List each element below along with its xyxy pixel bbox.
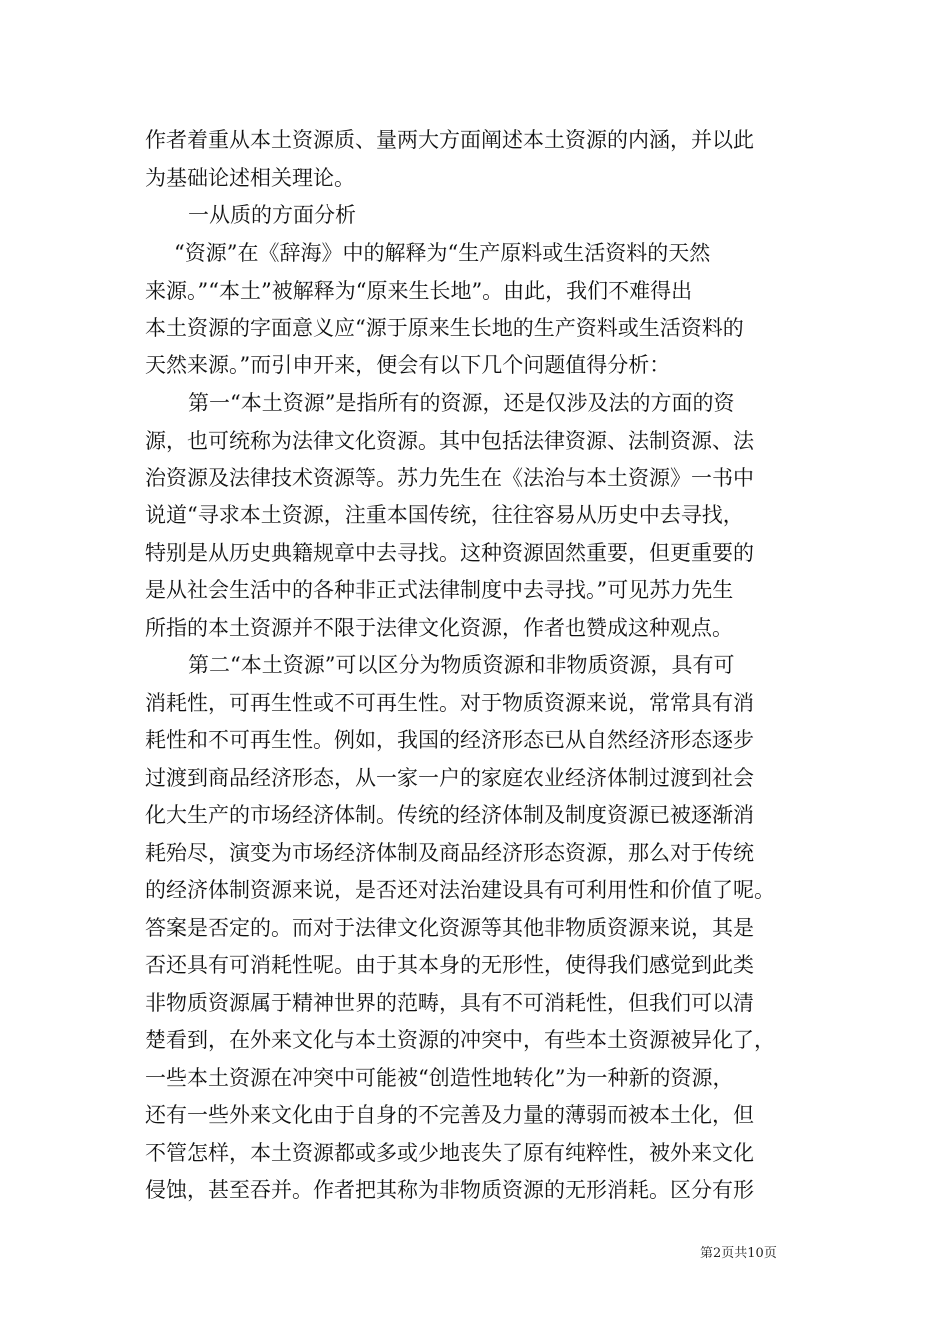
body-line: 来源。”“本土”被解释为“原来生长地”。由此，我们不难得出 (145, 279, 693, 303)
body-line: 为基础论述相关理论。 (145, 166, 355, 190)
body-line: 天然来源。”而引申开来，便会有以下几个问题值得分析： (145, 353, 671, 377)
body-line: 耗性和不可再生性。例如，我国的经济形态已从自然经济形态逐步 (145, 728, 754, 752)
body-line: 消耗性，可再生性或不可再生性。对于物质资源来说，常常具有消 (145, 691, 754, 715)
body-line: 的经济体制资源来说，是否还对法治建设具有可利用性和价值了呢。 (145, 878, 775, 902)
body-line: 是从社会生活中的各种非正式法律制度中去寻找。”可见苏力先生 (145, 578, 734, 602)
body-line: 耗殆尽，演变为市场经济体制及商品经济形态资源，那么对于传统 (145, 841, 754, 865)
body-line: 作者着重从本土资源质、量两大方面阐述本土资源的内涵，并以此 (145, 128, 754, 152)
body-line: 第二“本土资源”可以区分为物质资源和非物质资源，具有可 (188, 653, 735, 677)
section-heading: 一从质的方面分析 (188, 203, 356, 227)
body-line: 不管怎样，本土资源都或多或少地丧失了原有纯粹性，被外来文化 (145, 1141, 754, 1165)
body-line: 否还具有可消耗性呢。由于其本身的无形性，使得我们感觉到此类 (145, 953, 754, 977)
body-line: 楚看到，在外来文化与本土资源的冲突中，有些本土资源被异化了， (145, 1028, 775, 1052)
body-line: 说道“寻求本土资源，注重本国传统，往往容易从历史中去寻找， (145, 503, 744, 527)
body-line: 过渡到商品经济形态，从一家一户的家庭农业经济体制过渡到社会 (145, 766, 754, 790)
body-line: 本土资源的字面意义应“源于原来生长地的生产资料或生活资料的 (145, 316, 744, 340)
body-line: 一些本土资源在冲突中可能被“创造性地转化”为一种新的资源， (145, 1066, 734, 1090)
body-line: 所指的本土资源并不限于法律文化资源，作者也赞成这种观点。 (145, 616, 733, 640)
body-line: 还有一些外来文化由于自身的不完善及力量的薄弱而被本土化，但 (145, 1103, 754, 1127)
body-line: 答案是否定的。而对于法律文化资源等其他非物质资源来说，其是 (145, 916, 754, 940)
body-line: 特别是从历史典籍规章中去寻找。这种资源固然重要，但更重要的 (145, 541, 754, 565)
page-number: 第2页共10页 (700, 1246, 777, 1261)
body-line: 治资源及法律技术资源等。苏力先生在《法治与本土资源》一书中 (145, 466, 754, 490)
body-line: 侵蚀，甚至吞并。作者把其称为非物质资源的无形消耗。区分有形 (145, 1178, 754, 1202)
body-line: “资源”在《辞海》中的解释为“生产原料或生活资料的天然 (174, 241, 711, 265)
body-line: 非物质资源属于精神世界的范畴，具有不可消耗性，但我们可以清 (145, 991, 754, 1015)
body-line: 源，也可统称为法律文化资源。其中包括法律资源、法制资源、法 (145, 429, 754, 453)
body-line: 化大生产的市场经济体制。传统的经济体制及制度资源已被逐渐消 (145, 803, 754, 827)
body-line: 第一“本土资源”是指所有的资源，还是仅涉及法的方面的资 (188, 391, 735, 415)
